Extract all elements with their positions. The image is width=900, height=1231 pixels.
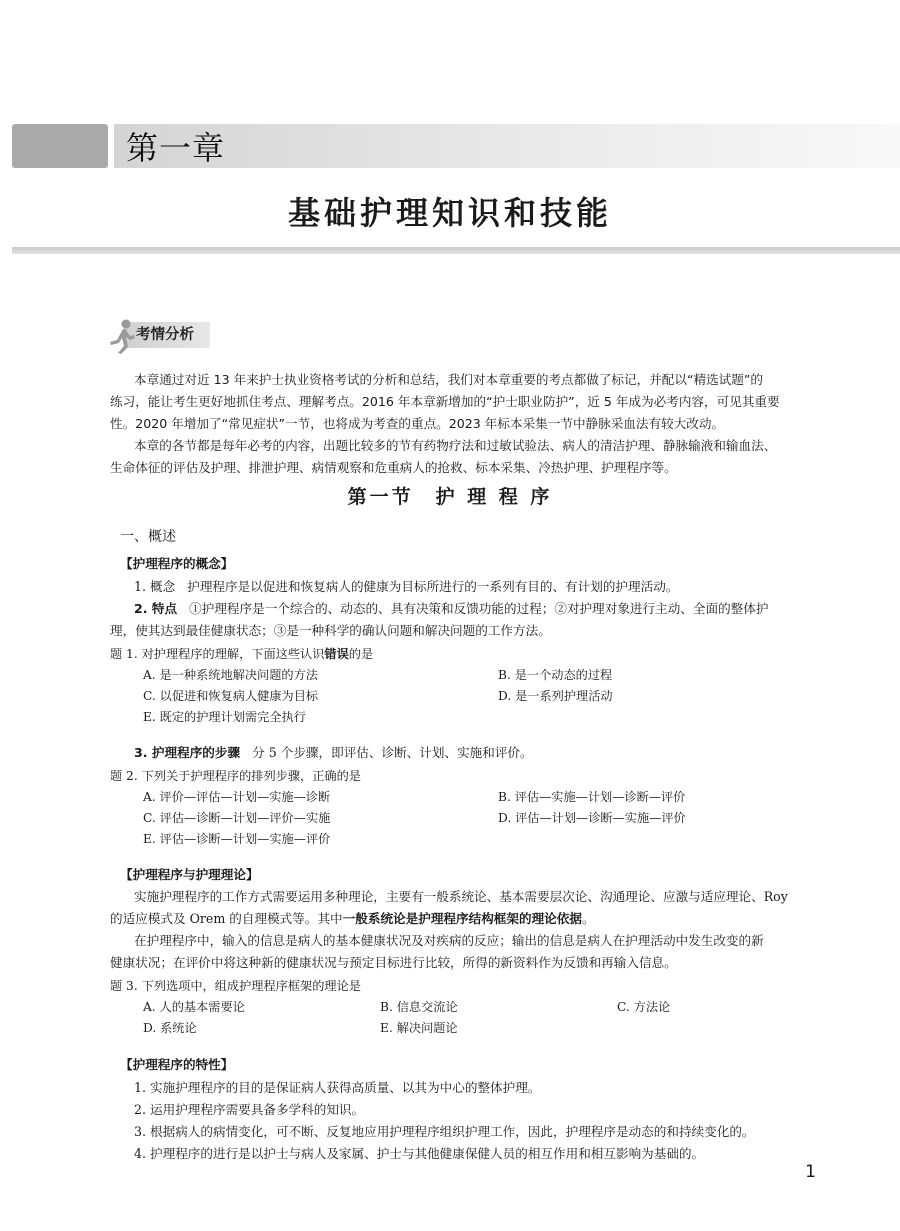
question-1-stem (110, 644, 373, 664)
analysis-para1-line2: 练习，能让考生更好地抓住考点、理解考点。2016 年本章新增加的“护士职业防护”，近 5 年成为必考内容，可见其重要 (110, 394, 780, 409)
question-2-option-e: E. 评估—诊断—计划—实施—评价 (143, 832, 331, 846)
question-2-option-a: A. 评价—评估—计划—实施—诊断 (143, 790, 331, 804)
concept-item-3-lead: 3. 护理程序的步骤 (134, 745, 241, 760)
properties-heading: 【护理程序的特性】 (120, 1057, 234, 1072)
question-2-option-c: C. 评估—诊断—计划—评价—实施 (143, 811, 331, 825)
question-2-option-d: D. 评估—计划—诊断—实施—评价 (498, 811, 686, 825)
concept-heading: 【护理程序的概念】 (120, 556, 234, 571)
question-3-stem: 题 3. 下列选项中，组成护理程序框架的理论是 (110, 979, 361, 993)
theory-line-2-post: 。 (581, 911, 595, 926)
running-person-icon (104, 318, 138, 354)
question-2-stem: 题 2. 下列关于护理程序的排列步骤，正确的是 (110, 769, 361, 783)
chapter-header-bar (114, 124, 900, 168)
question-3-option-b: B. 信息交流论 (380, 1000, 458, 1014)
overview-heading: 一、概述 (120, 529, 176, 545)
chapter-tab-block (12, 124, 108, 168)
question-1-option-a: A. 是一种系统地解决问题的方法 (143, 668, 318, 682)
concept-item-1-text: 护理程序是以促进和恢复病人的健康为目标所进行的一系列有目的、有计划的护理活动。 (187, 579, 679, 594)
question-1-stem-emphasis: 错误 (324, 647, 349, 661)
properties-item-3: 3. 根据病人的病情变化，可不断、反复地应用护理程序组织护理工作，因此，护理程序是动态的和持续变化的。 (134, 1124, 755, 1139)
question-1-option-e: E. 既定的护理计划需完全执行 (143, 710, 306, 724)
properties-item-2: 2. 运用护理程序需要具备多学科的知识。 (134, 1102, 365, 1117)
question-1-option-b: B. 是一个动态的过程 (498, 668, 613, 682)
chapter-label: 第一章 (126, 129, 226, 167)
exam-analysis-label: 考情分析 (136, 327, 194, 343)
question-2-option-b: B. 评估—实施—计划—诊断—评价 (498, 790, 686, 804)
analysis-para2-line1: 本章的各节都是每年必考的内容，出题比较多的节有药物疗法和过敏试验法、病人的清洁护理、静脉输液和输血法、 (134, 438, 777, 453)
question-1-stem-pre: 题 1. 对护理程序的理解，下面这些认识 (110, 647, 325, 661)
theory-line-1: 实施护理程序的工作方式需要运用多种理论，主要有一般系统论、基本需要层次论、沟通理论、应激与适应理论、Roy (134, 889, 788, 904)
question-1-option-c: C. 以促进和恢复病人健康为目标 (143, 689, 319, 703)
analysis-para1-line3: 性。2020 年增加了“常见症状”一节，也将成为考查的重点。2023 年标本采集一节中静脉采血法有较大改动。 (110, 416, 725, 431)
analysis-para1-line1: 本章通过对近 13 年来护士执业资格考试的分析和总结，我们对本章重要的考点都做了标记，并配以“精选试题”的 (134, 372, 763, 387)
concept-item-2-lead: 2. 特点 (134, 601, 178, 616)
question-3-option-a: A. 人的基本需要论 (143, 1000, 245, 1014)
theory-heading: 【护理程序与护理理论】 (120, 867, 259, 882)
concept-item-3-text: 分 5 个步骤，即评估、诊断、计划、实施和评价。 (252, 745, 533, 760)
question-3-option-c: C. 方法论 (617, 1000, 671, 1014)
analysis-para2-line2: 生命体征的评估及护理、排泄护理、病情观察和危重病人的抢救、标本采集、冷热护理、护理程序等。 (110, 460, 677, 475)
concept-item-3 (134, 742, 533, 764)
concept-item-2-line1: ①护理程序是一个综合的、动态的、具有决策和反馈功能的过程；②对护理对象进行主动、全面的整体护 (189, 601, 769, 616)
concept-item-2 (134, 598, 768, 620)
page-number: 1 (805, 1162, 816, 1182)
theory-line-2 (110, 908, 595, 930)
question-1-option-d: D. 是一系列护理活动 (498, 689, 613, 703)
properties-item-1: 1. 实施护理程序的目的是保证病人获得高质量、以其为中心的整体护理。 (134, 1080, 541, 1095)
question-3-option-d: D. 系统论 (143, 1021, 197, 1035)
properties-item-4: 4. 护理程序的进行是以护士与病人及家属、护士与其他健康保健人员的相互作用和相互影响为基础的。 (134, 1146, 705, 1161)
question-3-option-e: E. 解决问题论 (380, 1021, 458, 1035)
theory-line-2-emphasis: 一般系统论是护理程序结构框架的理论依据 (342, 911, 582, 926)
question-1-stem-post: 的是 (348, 647, 374, 661)
concept-item-1 (134, 576, 678, 598)
chapter-title: 基础护理知识和技能 (287, 194, 612, 232)
theory-line-2-pre: 的适应模式及 Orem 的自理模式等。其中 (110, 911, 343, 926)
section-title: 第一节 护 理 程 序 (347, 486, 553, 508)
concept-item-1-lead: 1. 概念 (134, 579, 176, 594)
concept-item-2-line2: 理，使其达到最佳健康状态；③是一种科学的确认问题和解决问题的工作方法。 (110, 623, 551, 638)
chapter-divider (12, 247, 900, 254)
theory-line-4: 健康状况；在评价中将这种新的健康状况与预定目标进行比较，所得的新资料作为反馈和再输入信息。 (110, 955, 677, 970)
theory-line-3: 在护理程序中，输入的信息是病人的基本健康状况及对疾病的反应；输出的信息是病人在护理活动中发生改变的新 (134, 933, 764, 948)
